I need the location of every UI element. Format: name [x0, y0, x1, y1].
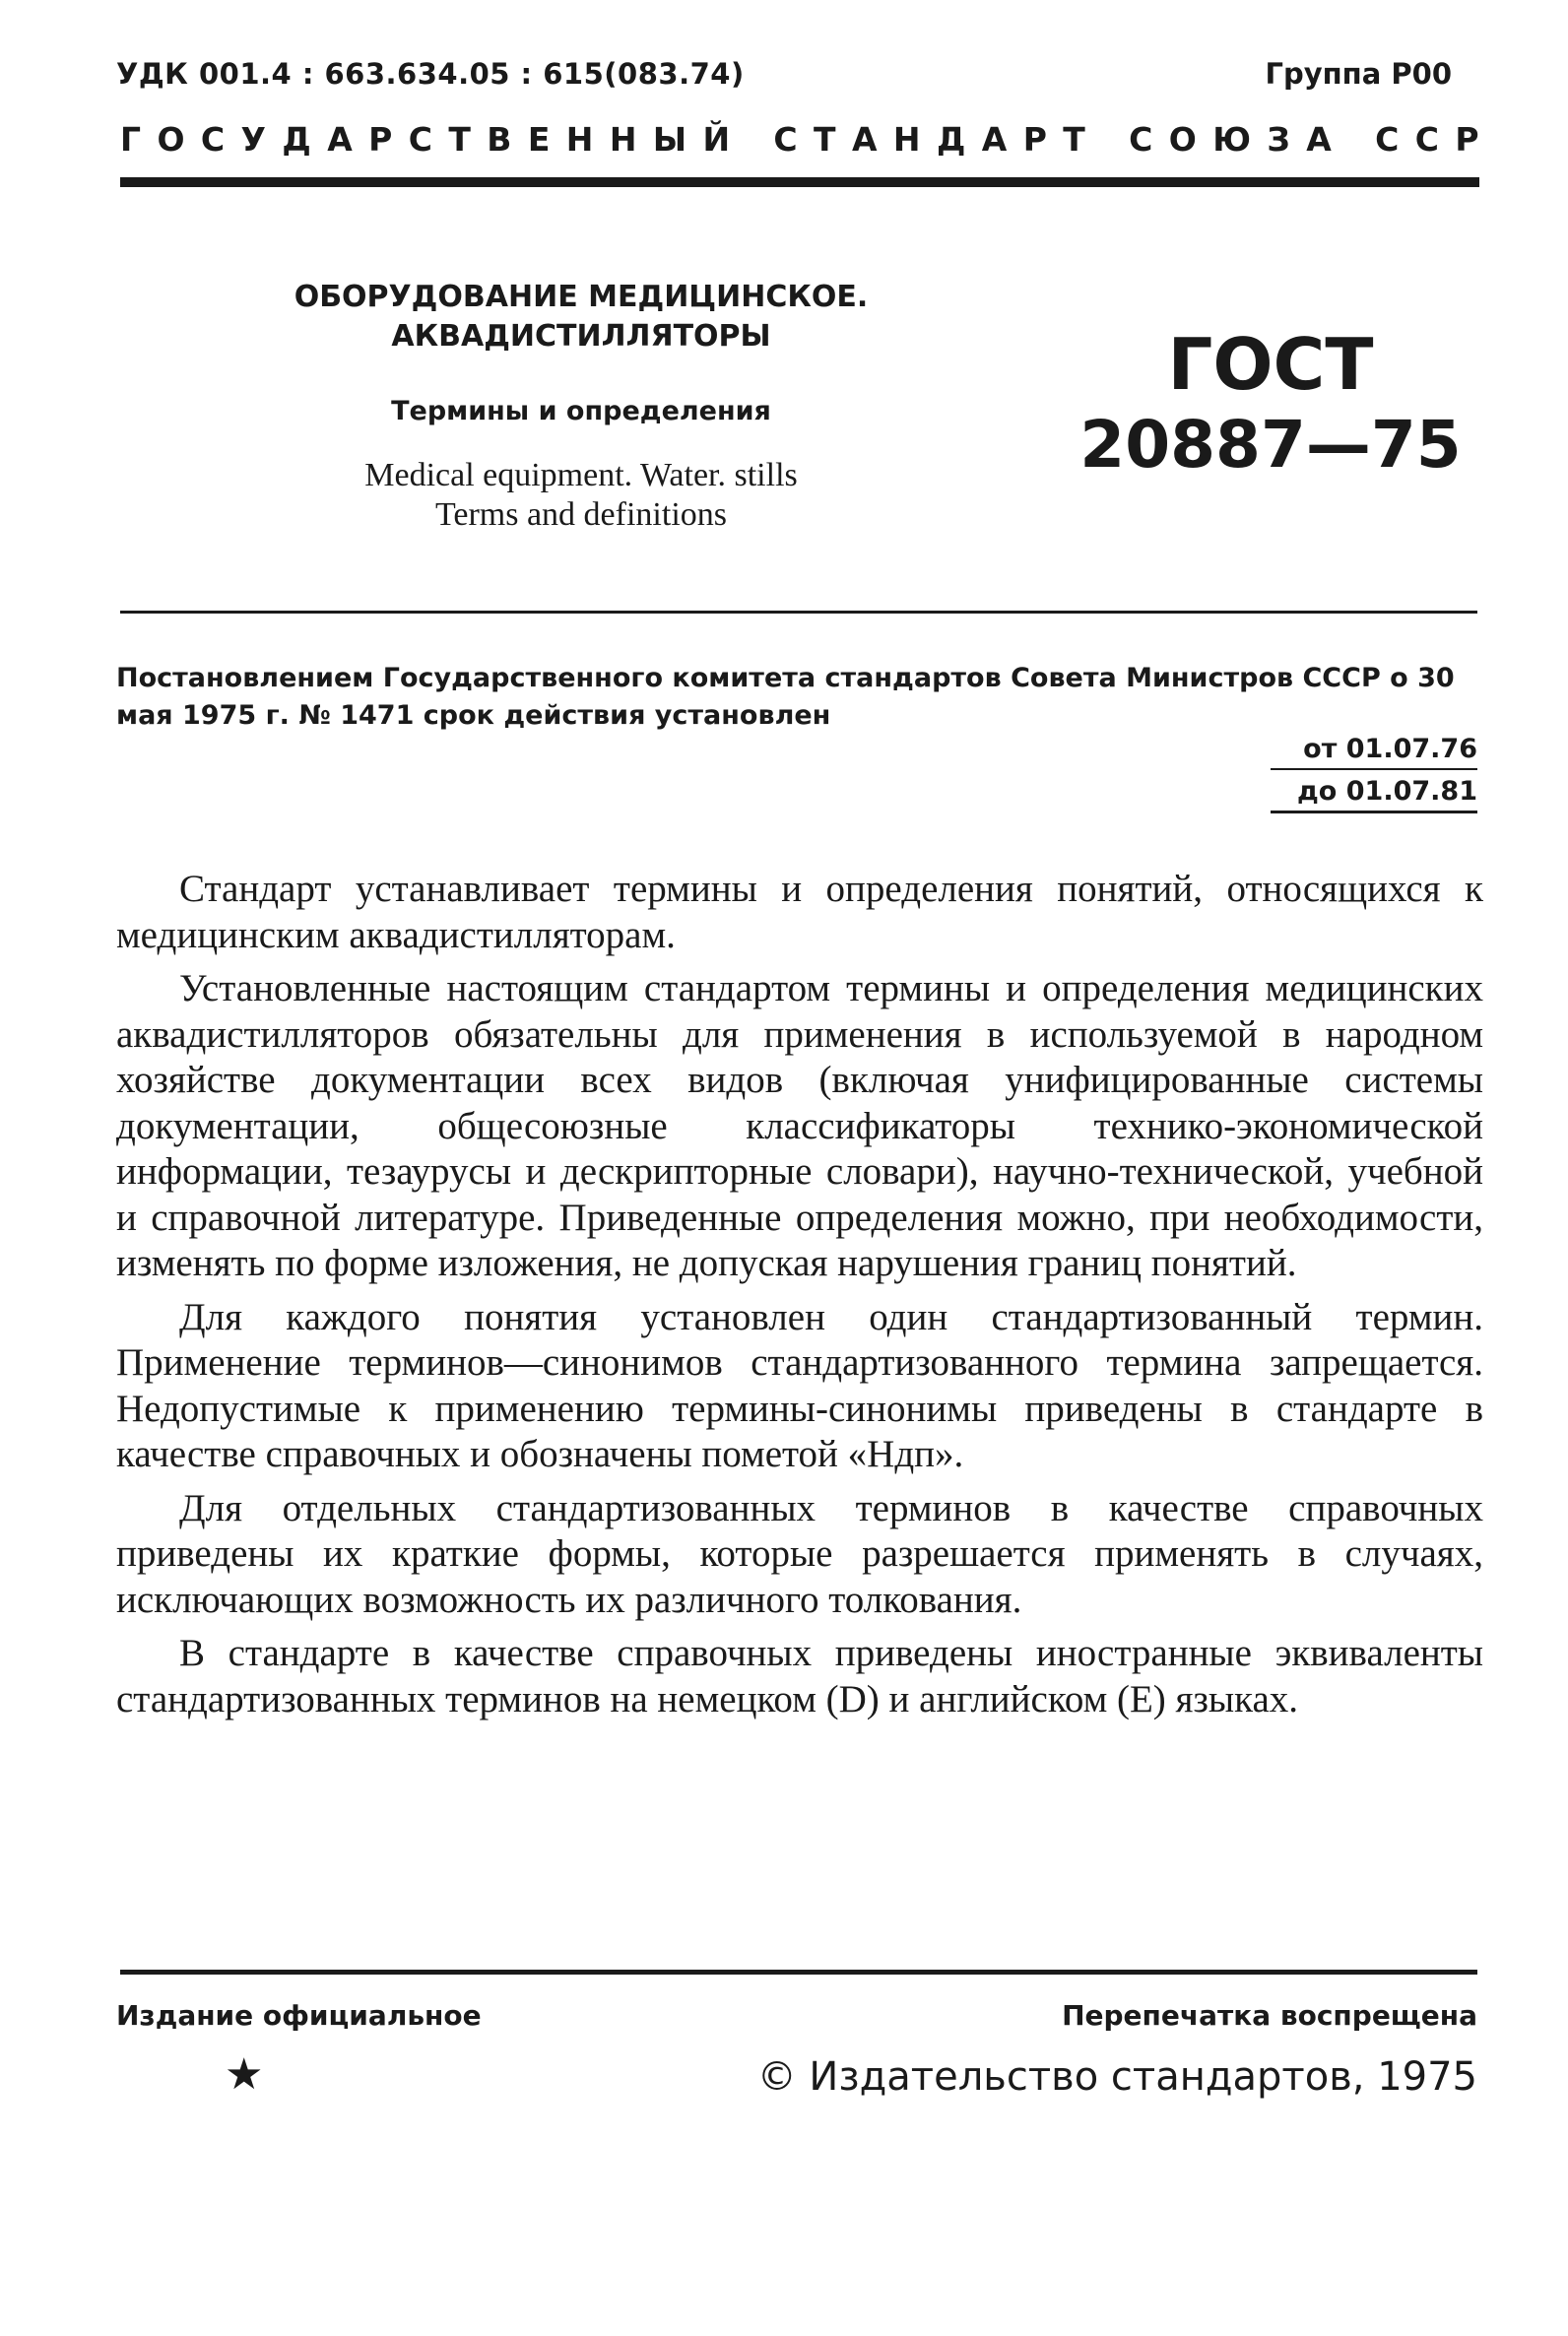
- reprint-prohibited-note: Перепечатка воспрещена: [1062, 1999, 1477, 2032]
- heading-letter: [747, 120, 758, 159]
- title-line-2: АКВАДИСТИЛЛЯТОРЫ: [391, 319, 771, 354]
- heading-letter: Д: [282, 120, 311, 159]
- heading-letter: У: [240, 120, 266, 159]
- heading-letter: Р: [1022, 120, 1047, 159]
- heading-letter: [1347, 120, 1359, 159]
- heading-letter: Й: [702, 120, 731, 159]
- body-text: [116, 867, 1483, 1730]
- subtitle: Термины и определения: [391, 396, 771, 426]
- heading-letter: Р: [368, 120, 393, 159]
- heading-letter: А: [981, 120, 1008, 159]
- heading-letter: Н: [609, 120, 637, 159]
- paragraph: Для каждого понятия установлен один стандартизованный термин. Применение терминов—синонимов стандартизованного термина запрещается. Недопустимые к применению термины-синонимы приведены в стандарте в качестве справочных и обозначены пометой «Ндп».: [116, 1295, 1483, 1475]
- star-icon: ★: [225, 2049, 264, 2100]
- heading-letter: Т: [448, 120, 471, 159]
- copyright-notice: © Издательство стандартов, 1975: [756, 2054, 1477, 2100]
- paragraph: В стандарте в качестве справочных приведены иностранные эквиваленты стандартизованных терминов на немецком (D) и английском (E) языках.: [116, 1632, 1483, 1720]
- english-title-line-2: Terms and definitions: [434, 496, 727, 533]
- heading-letter: С: [200, 120, 226, 159]
- heading-letter: С: [1129, 120, 1153, 159]
- header-divider: [120, 177, 1479, 187]
- heading-letter: А: [851, 120, 878, 159]
- heading-letter: С: [1414, 120, 1439, 159]
- heading-letter: О: [1168, 120, 1197, 159]
- heading-letter: Д: [936, 120, 966, 159]
- paragraph: Стандарт устанавливает термины и определения понятий, относящихся к медицинским аквадистилляторам.: [116, 868, 1483, 956]
- title-block: [227, 278, 936, 535]
- paragraph: Установленные настоящим стандартом термины и определения медицинских аквадистилляторов обязательны для применения в используемой в народном хозяйстве документации всех видов (включая унифицированные системы документации, общесоюзные классификаторы технико-экономической информации, тезаурусы и дескрипторные словари), научно-технической, учебной и справочной литературе. Приведенные определения можно, при необходимости, изменять по форме изложения, не допуская нарушения границ понятий.: [116, 967, 1483, 1284]
- valid-to-date: до 01.07.81: [1271, 776, 1477, 813]
- heading-letter: Т: [814, 120, 836, 159]
- edition-note: Издание официальное: [116, 1999, 482, 2032]
- gost-number: 20887—75: [1079, 407, 1462, 483]
- decree-text: Постановлением Государственного комитета стандартов Совета Министров СССР о 30 мая 1975 г. № 1471 срок действия установлен: [116, 663, 1455, 731]
- udk-code: УДК 001.4 : 663.634.05 : 615(083.74): [116, 57, 745, 91]
- english-title: [227, 456, 936, 535]
- gost-label: ГОСТ: [1167, 323, 1374, 406]
- paragraph: Для отдельных стандартизованных терминов в качестве справочных приведены их краткие формы, которые разрешается применять в случаях, исключающих возможность их различного толкования.: [116, 1486, 1483, 1621]
- heading-letter: С: [408, 120, 432, 159]
- heading-letter: Н: [892, 120, 921, 159]
- heading-letter: Р: [1455, 120, 1479, 159]
- footer-divider: [120, 1970, 1477, 1975]
- heading-letter: [1101, 120, 1113, 159]
- heading-letter: Е: [527, 120, 551, 159]
- heading-letter: А: [1306, 120, 1332, 159]
- heading-letter: З: [1267, 120, 1290, 159]
- heading-letter: С: [1375, 120, 1400, 159]
- heading-letter: О: [157, 120, 185, 159]
- section-divider: [120, 611, 1477, 614]
- title-line-1: ОБОРУДОВАНИЕ МЕДИЦИНСКОЕ.: [294, 280, 869, 314]
- heading-letter: Т: [1063, 120, 1085, 159]
- heading-letter: Г: [120, 120, 142, 159]
- heading-letter: В: [487, 120, 512, 159]
- heading-letter: А: [327, 120, 353, 159]
- english-title-line-1: Medical equipment. Water. stills: [364, 457, 798, 493]
- heading-letter: С: [773, 120, 798, 159]
- heading-letter: Ю: [1212, 120, 1251, 159]
- heading-letter: Ы: [652, 120, 687, 159]
- gost-designation: [1064, 325, 1477, 487]
- heading-letter: Н: [565, 120, 594, 159]
- state-standard-heading: [120, 120, 1479, 159]
- valid-from-date: от 01.07.76: [1271, 734, 1477, 770]
- group-code: Группа Р00: [1265, 57, 1452, 91]
